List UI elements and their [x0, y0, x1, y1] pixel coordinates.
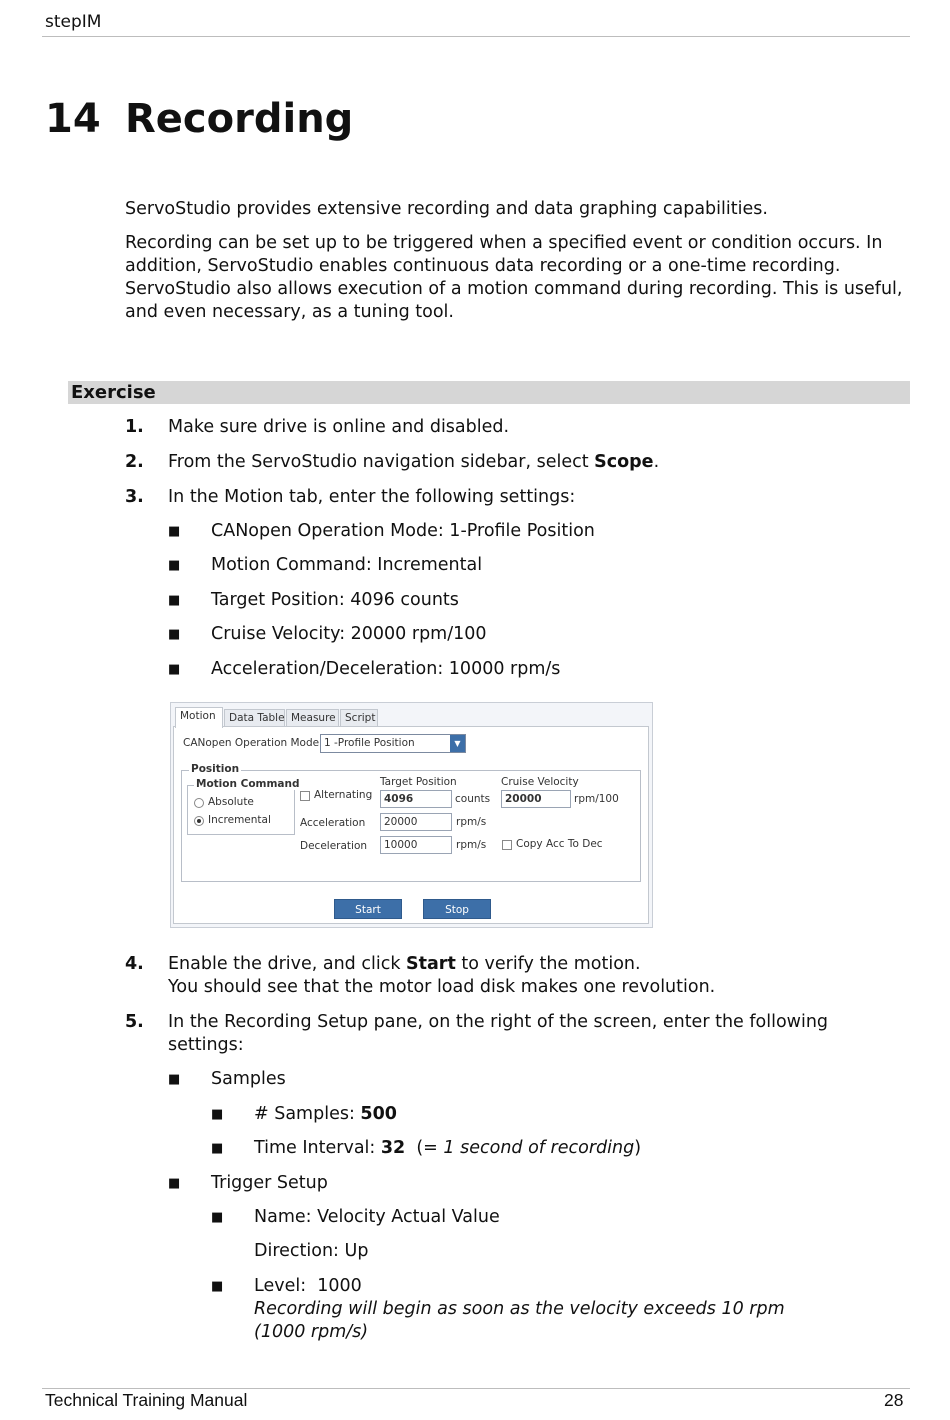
cruise-velocity-label: Cruise Velocity: [501, 776, 579, 788]
bullet-square-icon: ■: [168, 593, 181, 608]
operation-mode-select[interactable]: [320, 734, 466, 753]
step-number: 4.: [125, 954, 144, 974]
deceleration-unit: rpm/s: [456, 839, 487, 851]
cruise-velocity-unit: rpm/100: [574, 793, 619, 805]
footer-rule: [42, 1388, 910, 1389]
position-group-label: Position: [191, 763, 240, 775]
operation-mode-label: CANopen Operation Mode: [183, 737, 320, 749]
footer-title: Technical Training Manual: [45, 1390, 248, 1410]
bullet-square-icon: ■: [168, 524, 181, 539]
incremental-label: Incremental: [208, 814, 271, 826]
target-position-unit: counts: [455, 793, 491, 805]
time-interval: [254, 1137, 641, 1160]
deceleration-input[interactable]: 10000: [380, 836, 452, 854]
tab-measure[interactable]: Measure: [286, 709, 339, 727]
tab-motion[interactable]: Motion: [175, 707, 223, 728]
samples-count-text: # Samples:: [254, 1104, 361, 1124]
time-interval-open: (=: [405, 1138, 444, 1158]
step-number: 1.: [125, 417, 144, 437]
chapter-title: Recording: [125, 96, 354, 142]
motion-command-group: [187, 785, 295, 835]
absolute-radio[interactable]: [194, 798, 204, 808]
cruise-velocity-input[interactable]: 20000: [501, 790, 571, 808]
step-text-part: From the ServoStudio navigation sidebar, select: [168, 452, 595, 472]
step-text-bold: Start: [406, 954, 456, 974]
start-button[interactable]: Start: [334, 899, 402, 919]
intro-paragraph-1: ServoStudio provides extensive recording and data graphing capabilities.: [125, 199, 768, 219]
time-interval-close: ): [634, 1138, 642, 1158]
target-position-input[interactable]: 4096: [380, 790, 452, 808]
bullet-square-icon: ■: [168, 558, 181, 573]
bullet-text: Motion Command: Incremental: [211, 555, 483, 575]
chevron-down-icon[interactable]: ▼: [450, 735, 465, 752]
absolute-label: Absolute: [208, 796, 254, 808]
step-text-line2: You should see that the motor load disk makes one revolution.: [168, 977, 716, 997]
step-text: Make sure drive is online and disabled.: [168, 417, 510, 437]
copy-acc-checkbox[interactable]: [502, 840, 512, 850]
bullet-text: CANopen Operation Mode: 1-Profile Position: [211, 521, 595, 541]
target-position-label: Target Position: [380, 776, 457, 788]
stop-button[interactable]: Stop: [423, 899, 491, 919]
step-number: 2.: [125, 452, 144, 472]
tab-script[interactable]: Script: [340, 709, 378, 727]
bullet-square-icon: ■: [211, 1141, 224, 1156]
step-text: In the Recording Setup pane, on the right of the screen, enter the following settings:: [168, 1012, 829, 1055]
bullet-square-icon: ■: [168, 1072, 181, 1087]
step-number: 3.: [125, 487, 144, 507]
motion-command-label: Motion Command: [196, 778, 300, 790]
alternating-label: Alternating: [314, 789, 373, 801]
bullet-square-icon: ■: [168, 1176, 181, 1191]
acceleration-label: Acceleration: [300, 817, 366, 829]
step-text-part: .: [653, 452, 660, 472]
step-number: 5.: [125, 1012, 144, 1032]
chapter-heading: [45, 96, 353, 142]
samples-label: Samples: [211, 1069, 286, 1089]
trigger-note: Recording will begin as soon as the velocity exceeds 10 rpm: [254, 1299, 785, 1319]
step-text: In the Motion tab, enter the following settings:: [168, 487, 576, 507]
incremental-radio[interactable]: [194, 816, 204, 826]
bullet-square-icon: ■: [168, 662, 181, 677]
samples-count: [254, 1103, 397, 1126]
acceleration-input[interactable]: 20000: [380, 813, 452, 831]
bullet-text: Acceleration/Deceleration: 10000 rpm/s: [211, 659, 561, 679]
trigger-direction: Direction: Up: [254, 1241, 369, 1261]
step-text-part: Enable the drive, and click: [168, 954, 407, 974]
step-text-bold: Scope: [594, 452, 654, 472]
time-interval-value: 32: [380, 1138, 406, 1158]
trigger-note: (1000 rpm/s): [254, 1322, 369, 1342]
trigger-setup-label: Trigger Setup: [211, 1173, 328, 1193]
running-header: stepIM: [45, 12, 102, 32]
bullet-square-icon: ■: [168, 627, 181, 642]
bullet-square-icon: ■: [211, 1210, 224, 1225]
trigger-level: Level: 1000: [254, 1276, 362, 1296]
header-rule: [42, 36, 910, 37]
step-text-part: to verify the motion.: [455, 954, 641, 974]
samples-count-value: 500: [360, 1104, 397, 1124]
motion-panel: [173, 726, 649, 924]
operation-mode-value: 1 -Profile Position: [324, 737, 415, 749]
deceleration-label: Deceleration: [300, 840, 368, 852]
exercise-heading: Exercise: [68, 381, 910, 404]
alternating-checkbox[interactable]: [300, 791, 310, 801]
intro-paragraph-2: Recording can be set up to be triggered when a specified event or condition occurs. In addition, ServoStudio enables continuous data recording or a one-time recording. ServoStudio also allows execution of a motion command during recording. This is useful, and even necessary, as a tuning tool.: [125, 233, 903, 322]
tab-data-table[interactable]: Data Table: [224, 709, 285, 727]
bullet-square-icon: ■: [211, 1107, 224, 1122]
step-text: [168, 451, 908, 474]
copy-acc-label: Copy Acc To Dec: [516, 838, 603, 850]
motion-tab-screenshot: [170, 702, 653, 928]
page-number: 28: [884, 1390, 904, 1410]
bullet-text: Cruise Velocity: 20000 rpm/100: [211, 624, 487, 644]
bullet-text: Target Position: 4096 counts: [211, 590, 459, 610]
chapter-number: 14: [45, 96, 101, 142]
time-interval-text: Time Interval:: [254, 1138, 381, 1158]
acceleration-unit: rpm/s: [456, 816, 487, 828]
step-text: [168, 953, 908, 999]
trigger-name: Name: Velocity Actual Value: [254, 1207, 500, 1227]
bullet-square-icon: ■: [211, 1279, 224, 1294]
time-interval-note: 1 second of recording: [443, 1138, 635, 1158]
